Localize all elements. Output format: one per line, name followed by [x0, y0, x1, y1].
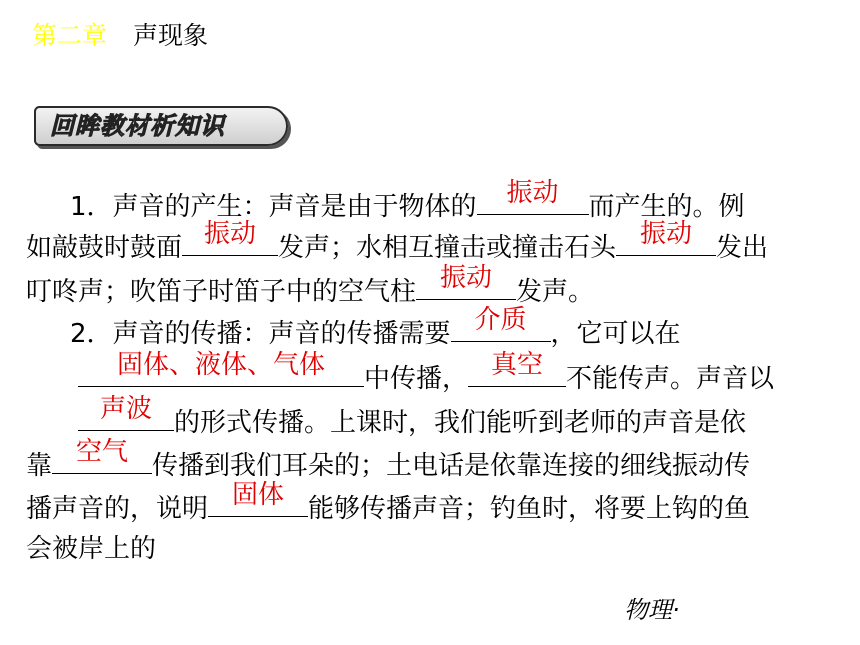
- fill-blank: [468, 350, 566, 387]
- section-banner-label: 回眸教材析知识: [50, 112, 225, 140]
- fill-blank: [208, 480, 308, 517]
- fill-blank: [78, 394, 174, 431]
- text-line-5: [78, 350, 775, 397]
- text-segment: 叮咚声；吹笛子时笛子中的空气柱: [26, 277, 417, 307]
- text-line-9: [26, 531, 156, 567]
- chapter-header: [32, 20, 208, 52]
- fill-blank: [52, 437, 152, 474]
- answer-text: 振动: [440, 263, 493, 293]
- chapter-title: 声现象: [133, 21, 209, 50]
- text-line-2: [26, 219, 769, 266]
- text-segment: 1．声音的产生：声音是由于物体的: [70, 192, 477, 222]
- text-segment: ，它可以在: [550, 319, 681, 349]
- fill-blank: [416, 263, 516, 300]
- text-segment: 发声。: [516, 277, 595, 307]
- text-segment: 而产生的。例: [588, 192, 745, 222]
- text-segment: 能够传播声音；钓鱼时，将要上钩的鱼: [308, 494, 751, 524]
- answer-text: 空气: [76, 437, 129, 467]
- text-line-8: [26, 480, 751, 527]
- fill-blank: [616, 219, 716, 256]
- answer-text: 真空: [491, 350, 544, 380]
- text-segment: 播声音的，说明: [26, 494, 209, 524]
- answer-text: 介质: [474, 305, 527, 335]
- text-segment: 传播到我们耳朵的；土电话是依靠连接的细线振动传: [152, 451, 751, 481]
- text-segment: 不能传声。声音以: [566, 364, 775, 394]
- text-segment: 的形式传播。上课时，我们能听到老师的声音是依: [174, 408, 747, 438]
- text-segment: 如敲鼓时鼓面: [26, 233, 183, 263]
- answer-text: 振动: [204, 219, 257, 249]
- answer-text: 声波: [99, 394, 152, 424]
- footer-label: 物理·: [624, 596, 680, 624]
- text-segment: 中传播，: [364, 364, 469, 394]
- answer-text: 振动: [640, 219, 693, 249]
- text-segment: 靠: [26, 451, 53, 481]
- answer-text: 固体、液体、气体: [116, 350, 325, 380]
- fill-blank: [451, 305, 551, 342]
- text-segment: 2．声音的传播：声音的传播需要: [70, 319, 451, 349]
- text-line-7: [26, 437, 751, 484]
- text-line-6: [78, 394, 747, 441]
- fill-blank: [78, 350, 364, 387]
- section-banner: [34, 106, 288, 146]
- text-line-4: [70, 305, 681, 352]
- text-segment: 发声；水相互撞击或撞击石头: [278, 233, 617, 263]
- fill-blank: [182, 219, 278, 256]
- fill-blank: [477, 178, 589, 215]
- answer-text: 固体: [232, 480, 285, 510]
- text-segment: 会被岸上的: [26, 534, 157, 564]
- text-segment: 发出: [716, 233, 769, 263]
- chapter-number: 第二章: [32, 21, 108, 50]
- answer-text: 振动: [506, 178, 559, 208]
